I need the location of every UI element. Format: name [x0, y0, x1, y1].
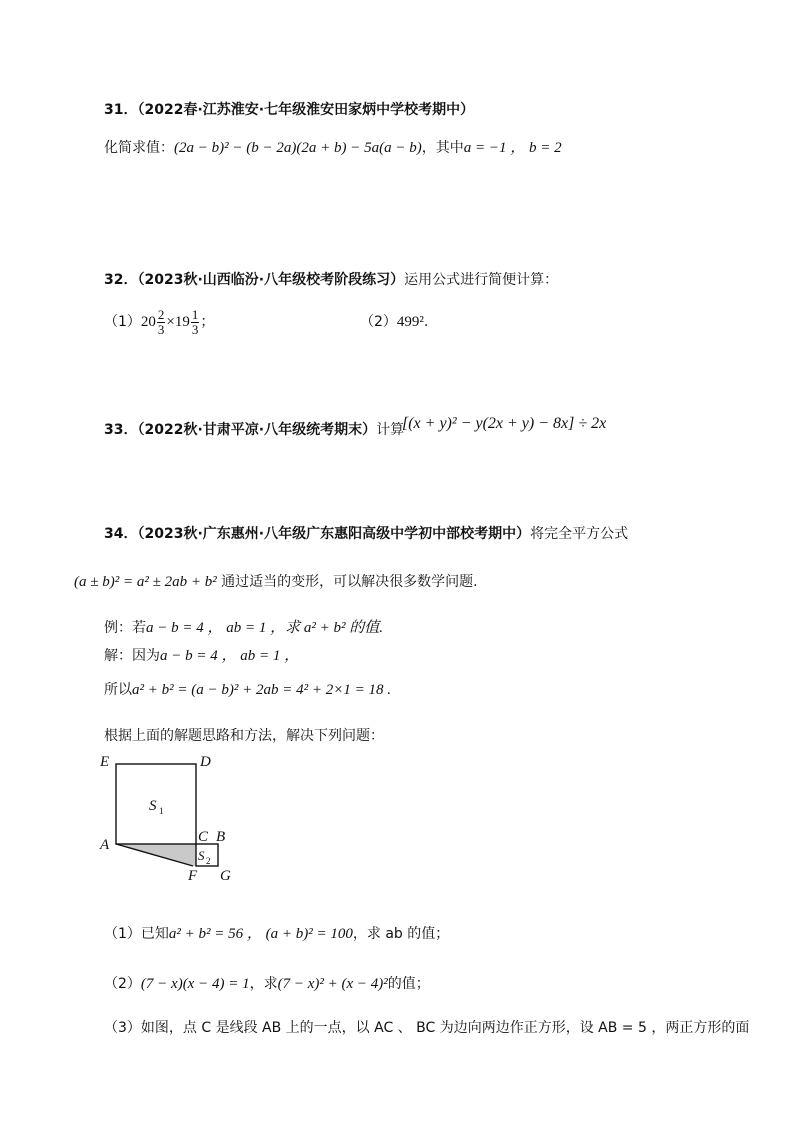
q31-source: （2022春·江苏淮安·七年级淮安田家炳中学校考期中） [137, 102, 475, 118]
q34-part3: （3）如图，点 C 是线段 AB 上的一点，以 AC 、 BC 为边向两边作正方形，设 AB = 5 ，两正方形的面 [104, 1020, 750, 1036]
q34-example-label: 例：若 [104, 620, 146, 636]
q32-part1-times: ×19 [166, 314, 190, 330]
q32-part1-fraction-a: $\frac{2}{3}$ [157, 306, 165, 337]
label-s2-subscript: 2 [206, 856, 211, 866]
q34-example-expression: a − b = 4 ， ab = 1 ，求 a² + b² 的值. [146, 620, 383, 636]
q34-header [104, 524, 628, 544]
square-diagram [96, 752, 246, 884]
label-g: G [220, 868, 231, 884]
q34-solution [104, 646, 299, 666]
q32-part2-label: （2） [360, 314, 397, 330]
q33-expression: [(x + y)² − y(2x + y) − 8x] ÷ 2x [402, 415, 607, 432]
q34-formula-line [74, 572, 478, 592]
q34-part2 [104, 974, 430, 994]
q31-prompt: 化简求值： [104, 140, 174, 156]
q34-therefore-label: 所以 [104, 682, 132, 698]
q33-number: 33． [104, 422, 138, 438]
q34-solution-expression: a − b = 4 ， ab = 1 ， [160, 648, 300, 664]
q34-part1-expression: a² + b² = 56 ， (a + b)² = 100 [168, 926, 353, 942]
q31-expression: (2a − b)² − (b − 2a)(2a + b) − 5a(a − b) [174, 140, 422, 156]
q34-part2-mid: ，求 [249, 976, 278, 992]
q33-prompt: 计算 [376, 422, 405, 438]
q34-source: （2023秋·广东惠州·八年级广东惠阳高级中学初中部校考期中） [137, 526, 531, 542]
q34-prompt: 将完全平方公式 [530, 526, 629, 542]
label-s2: S [198, 848, 205, 863]
q34-figure [96, 752, 246, 888]
q31-number: 31． [104, 102, 138, 118]
q32-part1-end: ； [200, 314, 215, 330]
label-c: C [198, 829, 209, 845]
q31-condition-prefix: ，其中 [421, 140, 464, 156]
q31-condition: a = −1 ， b = 2 [463, 140, 562, 156]
label-b: B [216, 829, 226, 845]
q32-source: （2023秋·山西临汾·八年级校考阶段练习） [137, 272, 405, 288]
q34-part2-label: （2） [104, 976, 141, 992]
q34-therefore [104, 680, 391, 700]
q34-number: 34． [104, 526, 138, 542]
label-s1-subscript: 1 [159, 806, 164, 816]
q32-part1-label: （1） [104, 314, 141, 330]
q32-part2-end: . [423, 314, 429, 330]
label-a: A [100, 837, 110, 853]
q32-part1 [104, 305, 214, 339]
q34-part1-tail: ，求 ab 的值； [352, 926, 450, 942]
label-s1: S [149, 798, 157, 814]
q31-body [104, 138, 562, 158]
q32-part1-whole-a: 20 [140, 314, 156, 330]
q32-part1-fraction-b: $\frac{1}{3}$ [191, 306, 199, 337]
q32-number: 32． [104, 272, 138, 288]
q34-therefore-expression: a² + b² = (a − b)² + 2ab = 4² + 2×1 = 18 . [132, 682, 391, 698]
q34-part2-expression2: (7 − x)² + (x − 4)² [277, 976, 388, 992]
q32-prompt: 运用公式进行简便计算： [404, 272, 559, 288]
q34-part1-label: （1）已知 [104, 926, 169, 942]
q32-part2-expression: 499² [396, 314, 424, 330]
q34-part1 [104, 924, 449, 944]
label-e: E [100, 754, 110, 770]
q32-part2 [360, 312, 428, 332]
q31-header [104, 100, 474, 120]
label-f: F [188, 868, 198, 884]
q33-row [104, 420, 404, 440]
q34-instruction: 根据上面的解题思路和方法，解决下列问题： [104, 728, 384, 744]
q34-formula-tail: 通过适当的变形，可以解决很多数学问题. [221, 574, 478, 590]
label-d: D [200, 754, 211, 770]
q34-part2-tail: 的值； [387, 976, 430, 992]
q34-part2-expression: (7 − x)(x − 4) = 1 [140, 976, 250, 992]
q33-source: （2022秋·甘肃平凉·八年级统考期末） [137, 422, 377, 438]
q34-formula: (a ± b)² = a² ± 2ab + b² [74, 574, 217, 590]
q34-solution-label: 解：因为 [104, 648, 160, 664]
q32-header [104, 270, 558, 290]
q34-example [104, 618, 383, 638]
